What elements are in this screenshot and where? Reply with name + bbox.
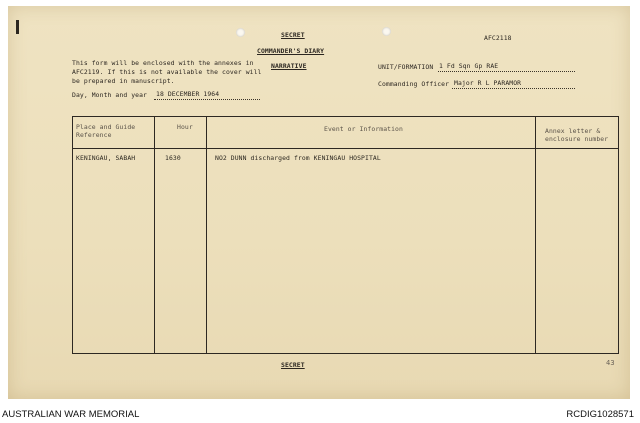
- co-value: Major R L PARAMOR: [454, 79, 522, 87]
- header-place: Place and Guide Reference: [76, 123, 136, 139]
- classification-top: SECRET: [281, 31, 305, 39]
- corner-mark: 43: [606, 359, 615, 367]
- header-hour: Hour: [177, 123, 193, 131]
- co-label: Commanding Officer: [378, 80, 450, 88]
- punch-hole-left: [236, 28, 245, 37]
- classification-bottom: SECRET: [281, 361, 305, 369]
- row-hour: 1630: [165, 154, 181, 162]
- header-event: Event or Information: [324, 125, 403, 133]
- document-page: [8, 6, 630, 399]
- unit-value: 1 Fd Sqn Gp RAE: [439, 62, 499, 70]
- date-value: 18 DECEMBER 1964: [156, 90, 220, 98]
- date-dotted-line: [154, 99, 260, 100]
- punch-hole-right: [382, 27, 391, 36]
- row-place: KENINGAU, SABAH: [76, 154, 136, 162]
- unit-dotted-line: [438, 71, 575, 72]
- document-subtitle: NARRATIVE: [271, 62, 307, 70]
- footer-source: AUSTRALIAN WAR MEMORIAL: [2, 409, 140, 420]
- col-divider-3: [535, 116, 536, 353]
- row-event: NO2 DUNN discharged from KENINGAU HOSPITAL: [215, 154, 381, 162]
- ink-mark: [16, 20, 19, 34]
- form-number: AFC2118: [484, 34, 512, 42]
- instruction-line-2: AFC2119. If this is not available the cover will: [72, 68, 262, 76]
- footer-id: RCDIG1028571: [566, 409, 634, 420]
- instruction-line-3: be prepared in manuscript.: [72, 77, 175, 85]
- instruction-line-1: This form will be enclosed with the annexes in: [72, 59, 254, 67]
- co-dotted-line: [452, 88, 575, 89]
- document-title: COMMANDER'S DIARY: [257, 47, 325, 55]
- date-label: Day, Month and year: [72, 91, 148, 99]
- col-divider-1: [154, 116, 155, 353]
- header-annex: Annex letter & enclosure number: [545, 127, 609, 143]
- unit-label: UNIT/FORMATION: [378, 63, 434, 71]
- col-divider-2: [206, 116, 207, 353]
